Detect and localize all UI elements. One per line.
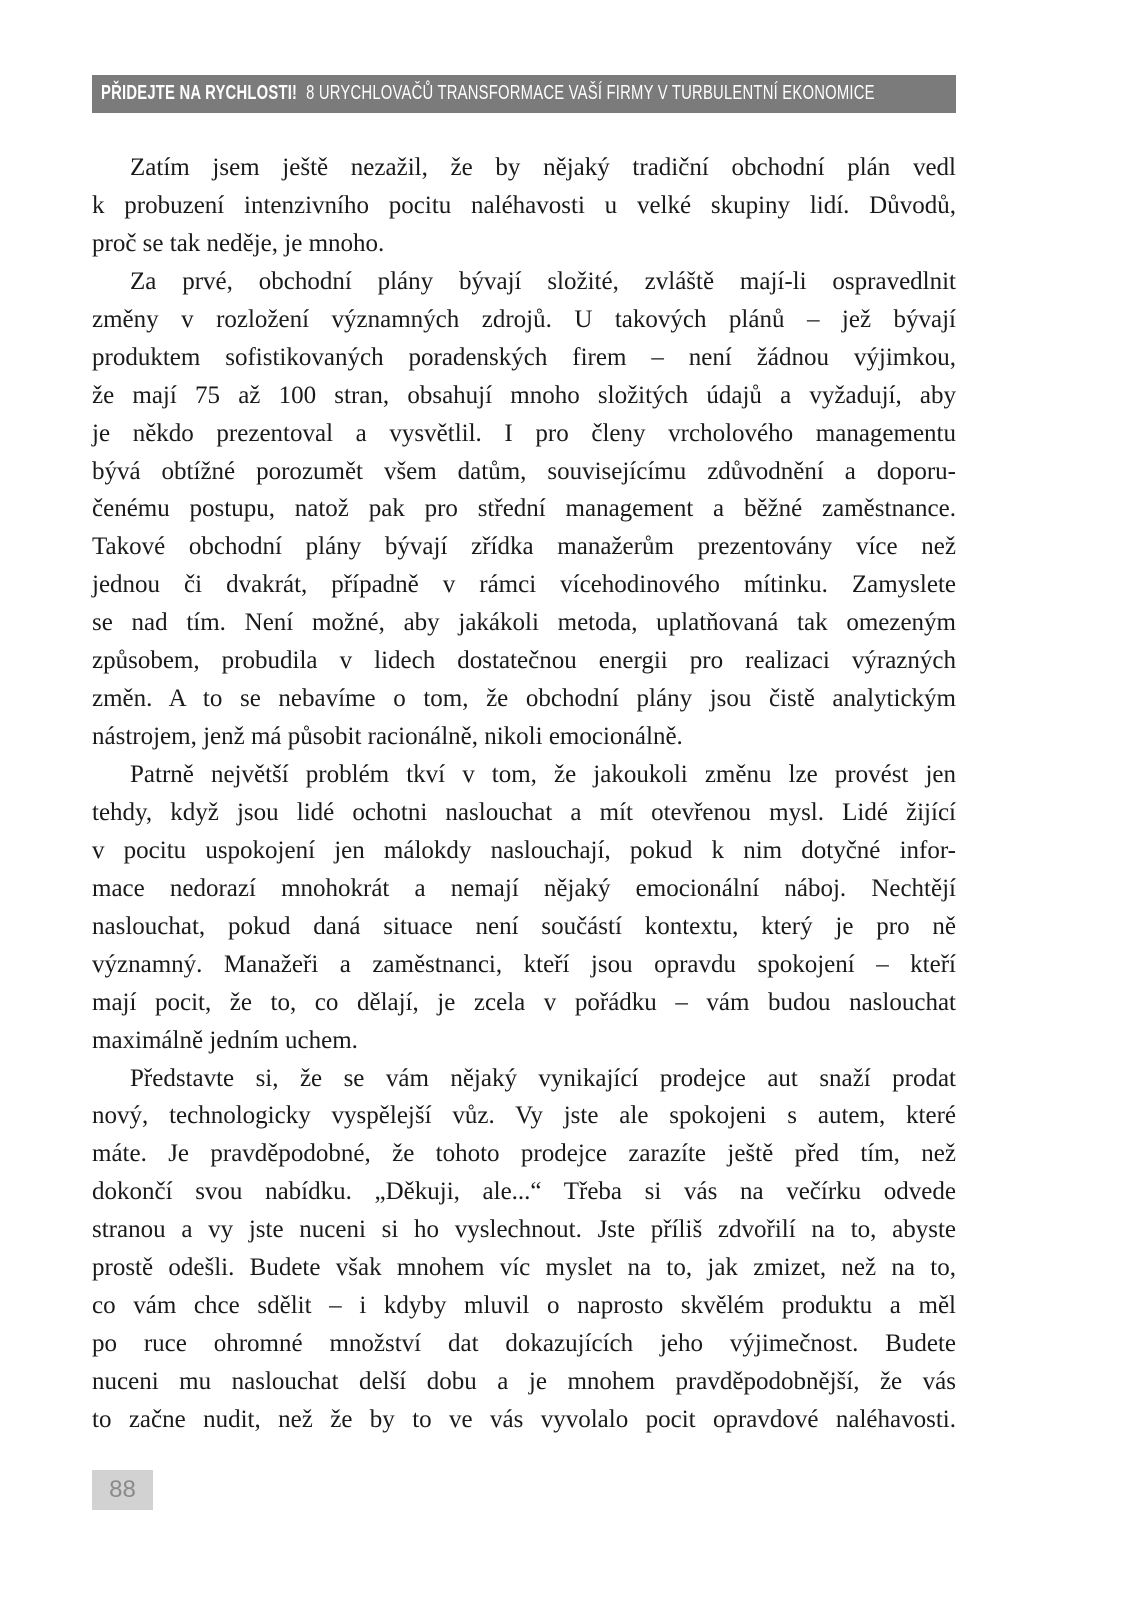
text-line: Představte si, že se vám nějaký vynikající prodejce aut snaží prodat <box>130 1064 956 1092</box>
text-line: změn. A to se nebavíme o tom, že obchodní plány jsou čistě analytickým <box>92 685 956 713</box>
paragraph <box>92 756 956 1060</box>
text-line: nuceni mu naslouchat delší dobu a je mnohem pravděpodobnější, že vás <box>92 1368 956 1395</box>
paragraph <box>92 263 956 756</box>
paragraph <box>92 149 956 263</box>
text-line: proč se tak neděje, je mnoho. <box>92 229 385 257</box>
text-line: naslouchat, pokud daná situace není součástí kontextu, který je pro ně <box>92 912 956 940</box>
text-line: to začne nudit, než že by to ve vás vyvolalo pocit opravdové naléhavosti. <box>92 1405 956 1433</box>
page-number: 88 <box>92 1470 153 1510</box>
text-line: nový, technologicky vyspělejší vůz. Vy jste ale spokojeni s autem, které <box>92 1102 956 1130</box>
book-subtitle: 8 URYCHLOVAČŮ TRANSFORMACE VAŠÍ FIRMY V TURBULENTNÍ EKONOMICE <box>306 82 875 104</box>
paragraph <box>92 1060 956 1439</box>
text-line: významný. Manažeři a zaměstnanci, kteří jsou opravdu spokojení – kteří <box>92 950 956 978</box>
text-line: produktem sofistikovaných poradenských firem – není žádnou výjimkou, <box>92 343 956 371</box>
body-text <box>92 149 956 1439</box>
text-line: mace nedorazí mnohokrát a nemají nějaký emocionální náboj. Nechtějí <box>92 874 956 902</box>
text-line: prostě odešli. Budete však mnohem víc myslet na to, jak zmizet, než na to, <box>92 1254 956 1282</box>
running-header <box>92 75 956 113</box>
text-line: Takové obchodní plány bývají zřídka manažerům prezentovány více než <box>92 533 956 561</box>
text-line: nástrojem, jenž má působit racionálně, nikoli emocionálně. <box>92 723 683 751</box>
text-line: Za prvé, obchodní plány bývají složité, zvláště mají-li ospravedlnit <box>130 267 956 295</box>
text-line: dokončí svou nabídku. „Děkuji, ale...“ Třeba si vás na večírku odvede <box>92 1178 956 1206</box>
text-line: je někdo prezentoval a vysvětlil. I pro členy vrcholového managementu <box>92 419 956 447</box>
text-line: jednou či dvakrát, případně v rámci vícehodinového mítinku. Zamyslete <box>92 571 956 599</box>
text-line: Zatím jsem ještě nezažil, že by nějaký tradiční obchodní plán vedl <box>130 154 956 181</box>
text-line: po ruce ohromné množství dat dokazujících jeho výjimečnost. Budete <box>92 1330 956 1358</box>
text-line: máte. Je pravděpodobné, že tohoto prodejce zarazíte ještě před tím, než <box>92 1140 956 1168</box>
text-line: maximálně jedním uchem. <box>92 1026 358 1054</box>
text-line: tehdy, když jsou lidé ochotni naslouchat a mít otevřenou mysl. Lidé žijící <box>92 798 956 826</box>
text-line: v pocitu uspokojení jen málokdy naslouchají, pokud k nim dotyčné infor- <box>92 836 956 864</box>
text-line: bývá obtížné porozumět všem datům, souvisejícímu zdůvodnění a doporu- <box>92 457 956 485</box>
text-line: změny v rozložení významných zdrojů. U takových plánů – jež bývají <box>92 305 956 333</box>
text-line: mají pocit, že to, co dělají, je zcela v pořádku – vám budou naslouchat <box>92 988 956 1016</box>
text-line: čenému postupu, natož pak pro střední management a běžné zaměstnance. <box>92 495 956 523</box>
text-line: že mají 75 až 100 stran, obsahují mnoho složitých údajů a vyžadují, aby <box>92 381 956 409</box>
text-line: co vám chce sdělit – i kdyby mluvil o naprosto skvělém produktu a měl <box>92 1292 956 1320</box>
text-line: k probuzení intenzivního pocitu naléhavosti u velké skupiny lidí. Důvodů, <box>92 191 956 219</box>
text-line: stranou a vy jste nuceni si ho vyslechnout. Jste příliš zdvořilí na to, abyste <box>92 1216 956 1244</box>
text-line: způsobem, probudila v lidech dostatečnou energii pro realizaci výrazných <box>92 647 956 675</box>
text-line: Patrně největší problém tkví v tom, že jakoukoli změnu lze provést jen <box>130 761 956 788</box>
text-line: se nad tím. Není možné, aby jakákoli metoda, uplatňovaná tak omezeným <box>92 609 956 637</box>
book-title: PŘIDEJTE NA RYCHLOSTI! <box>101 82 298 104</box>
